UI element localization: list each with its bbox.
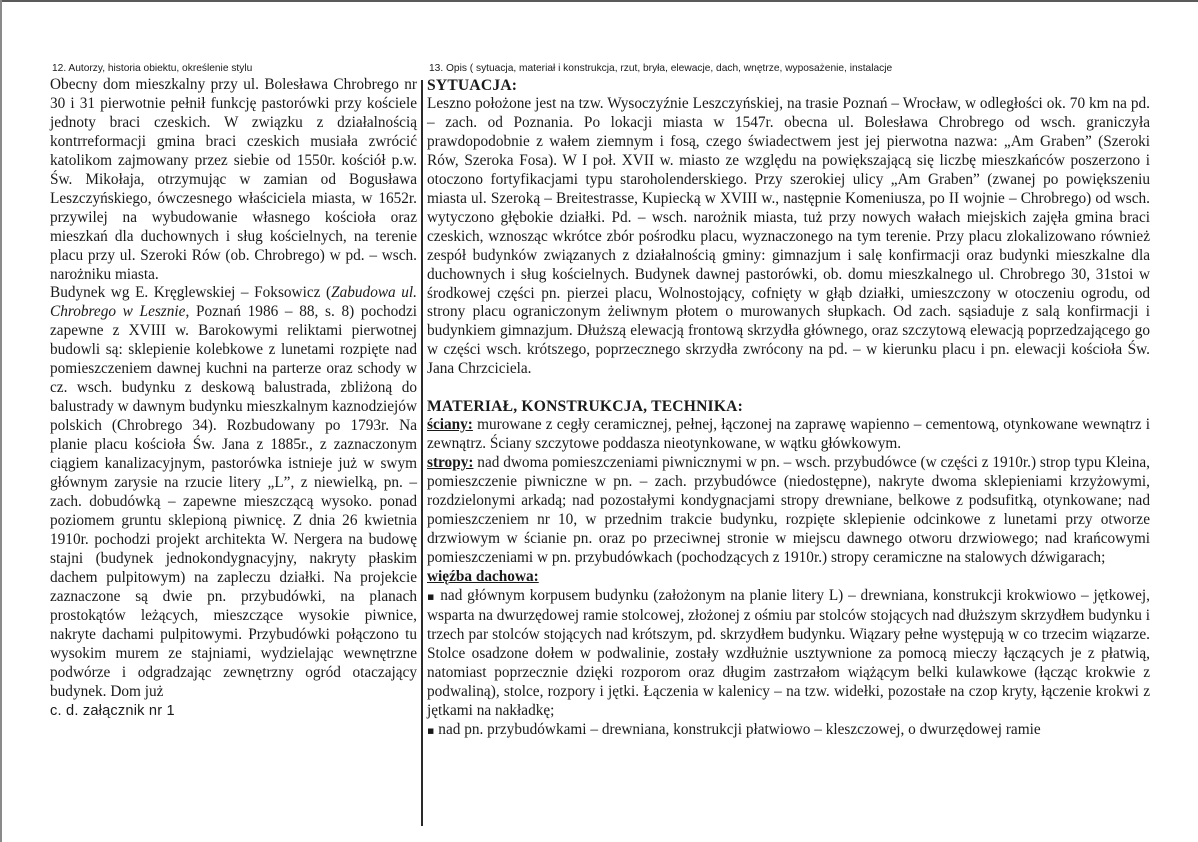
right-column-description [427,62,1150,741]
ceilings-text: nad dwoma pomieszczeniami piwnicznymi w pn. – wsch. przybudówce (w części z 1910r.) strop typu Kleina, pomieszczenie piwniczne w pn. – zach. przybudówce (niedostępne), nakryte dwoma sklepieniami krzyżowymi, rozdzielonymi arkadą; nad pozostałymi kondygnacjami stropy drewniane, belkowe z podsufitką, otynkowane; nad pomieszczeniem nr 10, w przednim trakcie budynku, rozpięte sklepienie odcinkowe z lunetami przy otworze drzwiowym w ścianie pn. oraz po przeciwnej stronie w miejscu dawnego otworu drzwiowego; nad krańcowymi pomieszczeniami w pn. przybudówkach (pochodzących z 1910r.) stropy ceramiczne na stalowych dźwigarach; [427,454,1150,566]
left-column-history [50,62,417,720]
walls-label: ściany: [427,416,473,434]
roof-bullet-main-body [427,587,1150,721]
roof-bullet-annexes-text: nad pn. przybudówkami – drewniana, konstrukcji płatwiowo – kleszczowej, o dwurzędowej ramie [434,720,1041,738]
situation-heading: SYTUACJA: [427,77,518,94]
book-title: Zabudowa ul. Chrobrego w Lesznie [50,284,418,321]
history-p2-start: Budynek wg E. Kręglewskiej – Foksowicz ( [50,284,332,302]
ceilings-label: stropy: [427,454,474,472]
ceilings-paragraph [427,454,1150,568]
walls-paragraph [427,416,1150,454]
section-spacer [427,379,1150,397]
bullet-icon: ▪ [427,589,436,603]
roof-bullet-main-text: nad głównym korpusem budynku (założonym na planie litery L) – drewniana, konstrukcji krokwiowo – jętkowej, wsparta na dwurzędowej ramie stolcowej, złożonej z ośmiu par stolców stojących nad dłuższym skrzydłem budynku i trzech par stolców stojących nad krótszym, pd. skrzydłem budynku. Wiązary pełne występują w co trzecim wiązarze. Stolce osadzone dołem w podwalinie, zostały wzdłużnie usztywnione za pomocą mieczy łączących je z płatwią, natomiast poprzecznie dzięki rozporom oraz długim zastrzałom wiążącym belki kulawkowe (łącząc krokwie z podwaliną), stolce, rozpory i jętki. Łączenia w kalenicy – na tzw. widełki, pozostałe na czop kryty, łączenie krokwi z jętkami na nakładkę; [427,586,1150,719]
continuation-note: c. d. załącznik nr 1 [50,703,175,720]
column-divider [421,80,423,826]
roof-truss-label: więźba dachowa: [427,567,539,585]
situation-paragraph: Leszno położone jest na tzw. Wysoczyźnie Leszczyńskiej, na trasie Poznań – Wrocław, w odległości ok. 70 km na pd. – zach. od Poznania. Po lokacji miasta w 1547r. obecna ul. Bolesława Chrobrego od wsch. graniczyła prawdopodobnie z wałem ziemnym i fosą, czego świadectwem jest jej pierwotna nazwa: „Am Graben” (Szeroki Rów, Szeroka Fosa). W I poł. XVII w. miasto ze względu na powiększającą się liczbę mieszkańców poszerzono i otoczono fortyfikacjami typu staroholenderskiego. Przy szerokiej ulicy „Am Graben” (zwanej po powiększeniu miasta ul. Szeroką – Breitestrasse, Kupiecką w XVIII w., następnie Komeniusza, po II wojnie – Chrobrego) od wsch. wytyczono głębokie działki. Pd. – wsch. narożnik miasta, tuż przy nowych wałach miejskich zajęła gmina braci czeskich, wznosząc wkrótce zbór pośrodku placu, wyznaczonego na tym terenie. Przy placu zlokalizowano również zespół budynków związanych z działalnością gminy: gimnazjum i salę konfirmacji oraz budynki mieszkalne dla duchownych i sług kościelnych. Budynek dawnej pastorówki, ob. domu mieszkalnego ul. Chrobrego 30, 31stoi w środkowej części pn. pierzei placu, Wolnostojący, cofnięty w głąb działki, umieszczony w otoczeniu ogrodu, od strony placu ograniczonym żeliwnym płotem o murowanych słupkach. Od zach. sąsiaduje z salą konfirmacji i budynkiem gimnazjum. Dłuższą elewacją frontową skrzydła głównego, oraz szczytową elewacją poprzedzającego go w części wsch. krótszego, poprzecznego skrzydła zwrócony na pd. – w kierunku placu i pn. elewacji kościoła Św. Jana Chrzciciela. [427,95,1150,378]
walls-text: murowane z cegły ceramicznej, pełnej, łączonej na zaprawę wapienno – cementową, otynkowane wewnątrz i zewnątrz. Ściany szczytowe poddasza nieotynkowane, w wątku główkowym. [427,416,1150,453]
sheet-left-edge [0,0,2,842]
history-paragraph-1: Obecny dom mieszkalny przy ul. Bolesława Chrobrego nr 30 i 31 pierwotnie pełnił funkcję pastorówki przy kościele jednoty braci czeskich. W związku z działalnością kontrreformacji gmina braci czeskich musiała zwrócić katolikom zajmowany przez siebie od 1550r. kościół p.w. Św. Mikołaja, otrzymując w zamian od Bogusława Leszczyńskiego, ówczesnego właściciela miasta, w 1652r. przywilej na wybudowanie własnego kościoła oraz mieszkań dla duchownych i sług kościelnych, na terenie placu przy ul. Szeroki Rów (ob. Chrobrego) w pd. – wsch. narożniku miasta. [50,76,417,283]
description-text [427,76,1150,741]
material-heading: MATERIAŁ, KONSTRUKCJA, TECHNIKA: [427,398,743,416]
sheet-top-edge [0,0,1198,2]
roof-truss-heading [427,568,1150,587]
history-p2-rest: , Poznań 1986 – 88, s. 8) pochodzi zapewne z XVIII w. Barokowymi reliktami pierwotnej budowli są: sklepienie kolebkowe z lunetami rozpięte nad pomieszczeniem dawnej kuchni na parterze oraz schody w cz. wsch. budynku z deskową balustrada, zbliżoną do balustrady w dawnym budynku mieszkalnym kaznodziejów polskich (Chrobrego 34). Rozbudowany po 1793r. Na planie placu kościoła Św. Jana z 1885r., z zaznaczonym ciągiem kanalizacyjnym, pastorówka istnieje już w swym głównym zarysie na rzucie litery „L”, z niewielką, pn. – zach. dobudówką – zapewne mieszczącą wysoko. ponad poziomem gruntu sklepioną piwnicę. Z dnia 26 kwietnia 1910r. pochodzi projekt architekta W. Nergera na budowę stajni (budynek jednokondygnacyjny, nakryty płaskim dachem pulpitowym) na zapleczu działki. Na projekcie zaznaczone są dwie pn. przybudówki, na planach prostokątów leżących, mieszczące wysokie piwnice, nakryte dachami pulpitowymi. Przybudówki połączono tu wysokim murem ze stajniami, wydzielając wewnętrzne podwórze i odgradzając zewnętrzny ogród otaczający budynek. Dom już [50,303,417,700]
roof-bullet-annexes [427,721,1150,741]
history-paragraph-2 [50,284,417,701]
field-12-header: 12. Autorzy, historia obiektu, określenie stylu [52,63,253,74]
history-text [50,76,417,701]
field-13-header: 13. Opis ( sytuacja, materiał i konstrukcja, rzut, bryła, elewacje, dach, wnętrze, wyposażenie, instalacje [429,63,893,74]
bullet-icon: ▪ [427,723,435,737]
